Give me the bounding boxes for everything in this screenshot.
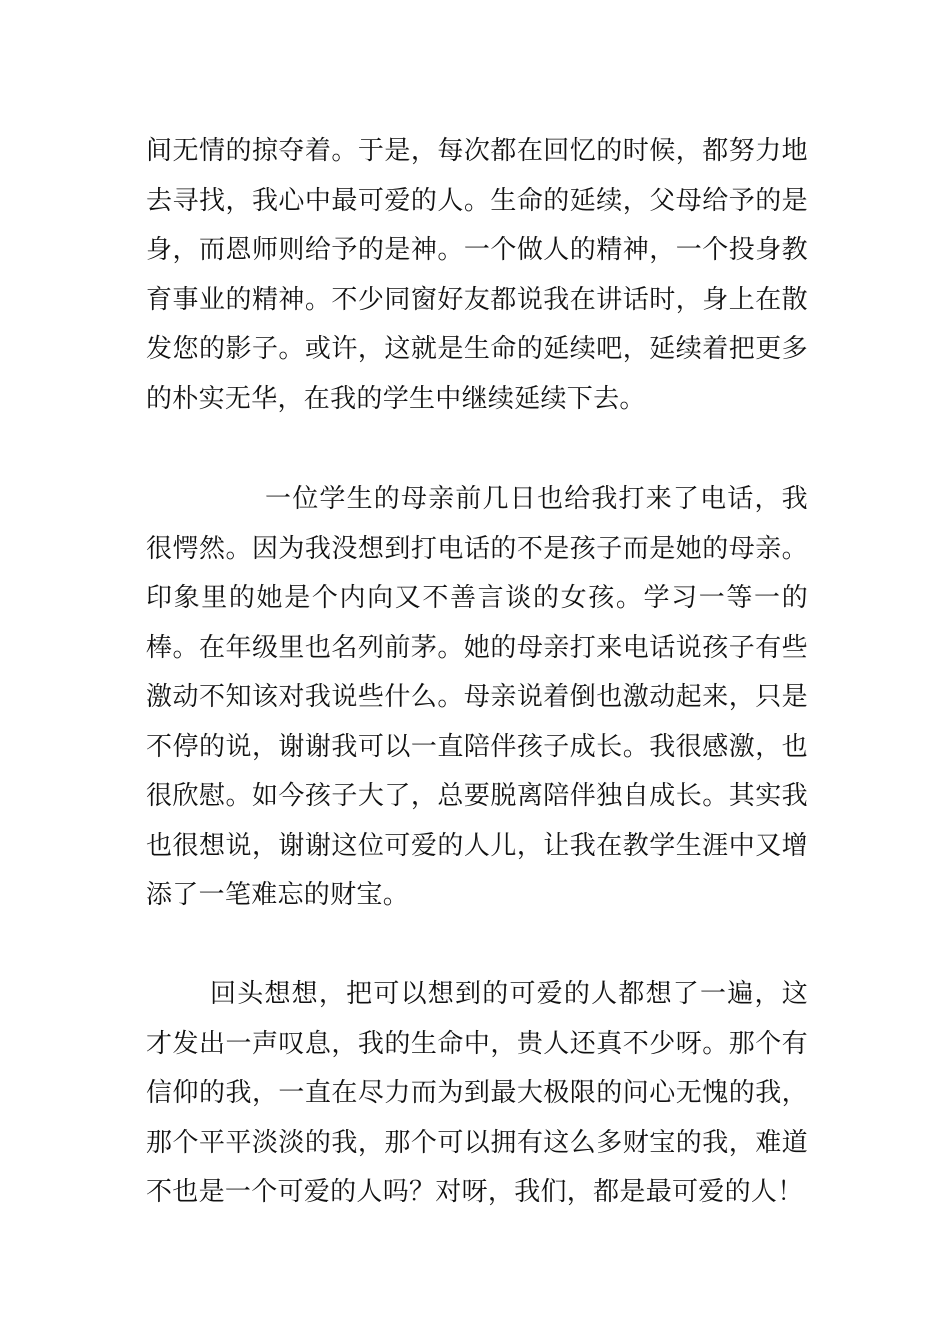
body-paragraph: 回头想想，把可以想到的可爱的人都想了一遍，这才发出一声叹息，我的生命中，贵人还真不少呀。那个有信仰的我，一直在尽力而为到最大极限的问心无愧的我，那个平平淡淡的我，那个可以拥有这么多财宝的我，难道不也是一个可爱的人吗？对呀，我们，都是最可爱的人！ bbox=[146, 979, 808, 1207]
body-paragraph: 间无情的掠夺着。于是，每次都在回忆的时候，都努力地去寻找，我心中最可爱的人。生命的延续，父母给予的是身，而恩师则给予的是神。一个做人的精神，一个投身教育事业的精神。不少同窗好友都说我在讲话时，身上在散发您的影子。或许，这就是生命的延续吧，延续着把更多的朴实无华，在我的学生中继续延续下去。 bbox=[146, 136, 808, 414]
body-paragraph: 一位学生的母亲前几日也给我打来了电话，我很愕然。因为我没想到打电话的不是孩子而是她的母亲。印象里的她是个内向又不善言谈的女孩。学习一等一的棒。在年级里也名列前茅。她的母亲打来电话说孩子有些激动不知该对我说些什么。母亲说着倒也激动起来，只是不停的说，谢谢我可以一直陪伴孩子成长。我很感激，也很欣慰。如今孩子大了，总要脱离陪伴独自成长。其实我也很想说，谢谢这位可爱的人儿，让我在教学生涯中又增添了一笔难忘的财宝。 bbox=[146, 484, 808, 910]
